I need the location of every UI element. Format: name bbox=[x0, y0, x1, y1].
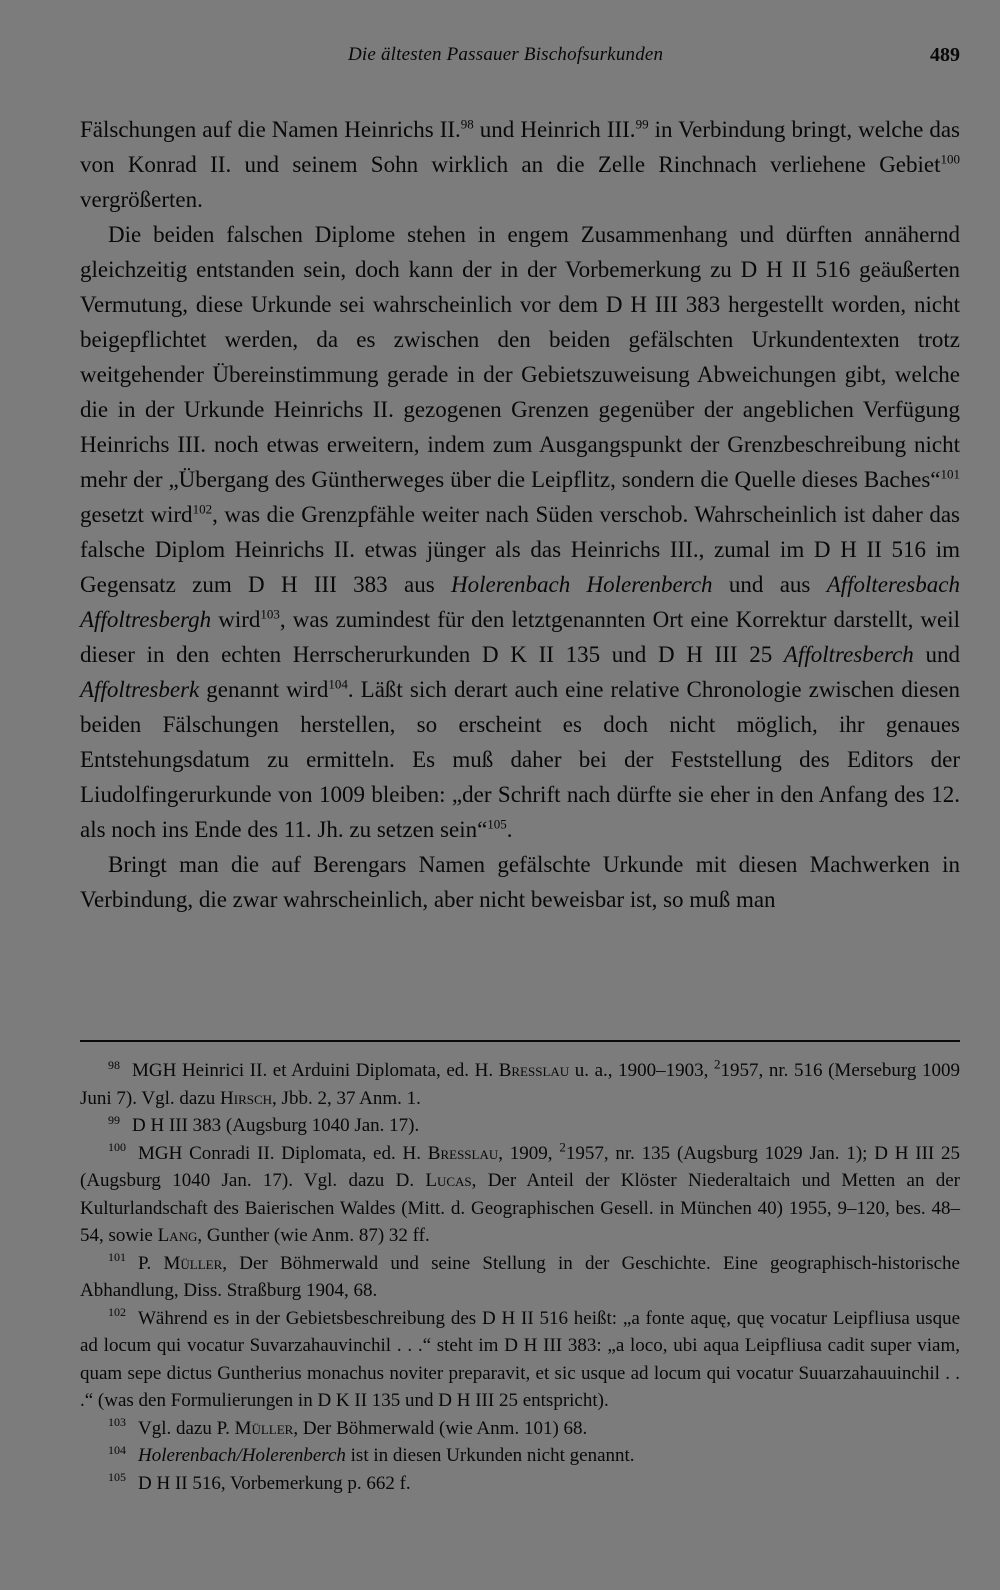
text-run: in Verbindung bringt, welche das von Konrad II. und seinem Sohn wirklich an die Zelle Rinchnach verliehene Gebiet bbox=[80, 117, 960, 177]
footnote-ref-103[interactable]: 103 bbox=[260, 606, 280, 622]
footnote-ref-101[interactable]: 101 bbox=[940, 466, 960, 482]
paragraph-3 bbox=[80, 847, 960, 917]
paragraph-2 bbox=[80, 217, 960, 847]
text-run: , was die Grenzpfähle weiter nach Süden verschob. Wahrscheinlich ist daher das falsche Diplom Heinrichs II. etwas jünger als das Heinrichs III., zumal im D H II 516 im Gegensatz zum D H III 383 aus bbox=[80, 502, 960, 597]
text-run: ist in diesen Urkunden nicht genannt. bbox=[345, 1445, 635, 1466]
footnote-number: 101 bbox=[108, 1250, 126, 1265]
text-run: Fälschungen auf die Namen Heinrichs II. bbox=[80, 117, 461, 142]
footnote-ref-98[interactable]: 98 bbox=[460, 116, 474, 132]
text-run: u. a., 1900–1903, bbox=[569, 1060, 715, 1081]
author-name: Bresslau bbox=[427, 1142, 499, 1164]
edition-superscript: 2 bbox=[559, 1139, 566, 1155]
text-run: Die beiden falschen Diplome stehen in engem Zusammenhang und dürften annähernd gleichzeitig entstanden sein, doch kann der in der Vorbemerkung zu D H II 516 geäußerten Vermutung, diese Urkunde sei wahrscheinlich vor dem D H III 383 hergestellt worden, nicht beigepflichtet werden, da es zwischen den beiden gefälschten Urkundentexten trotz weitgehender Übereinstimmung gerade in der Gebietszuweisung Abweichungen gibt, welche die in der Urkunde Heinrichs II. gezogenen Grenzen gegenüber der angeblichen Verfügung Heinrichs III. noch etwas erweitern, indem zum Ausgangspunkt der Grenzbeschreibung nicht mehr der „Übergang des Güntherweges über die Leipflitz, sondern die Quelle dieses Baches“ bbox=[80, 222, 960, 492]
footnote-divider bbox=[80, 1040, 960, 1042]
text-run: , Gunther (wie Anm. 87) 32 ff. bbox=[197, 1225, 430, 1246]
footnote-number: 100 bbox=[108, 1140, 126, 1155]
text-run: und bbox=[913, 642, 960, 667]
author-name: Müller bbox=[163, 1252, 223, 1274]
footnote-ref-100[interactable]: 100 bbox=[940, 151, 960, 167]
text-run: , Der Böhmerwald und seine Stellung in der Geschichte. Eine geographisch-historische Abhandlung, Diss. Straßburg 1904, 68. bbox=[80, 1252, 960, 1301]
author-name: Lang bbox=[157, 1225, 198, 1246]
place-name-italic: Affoltresberk bbox=[80, 677, 200, 702]
place-name-italic: Affolteresbach Affoltresbergh bbox=[80, 572, 960, 632]
footnote-ref-105[interactable]: 105 bbox=[487, 816, 507, 832]
running-head bbox=[80, 44, 960, 74]
text-run: , 1909, bbox=[498, 1142, 560, 1164]
text-run: Während es in der Gebietsbeschreibung des D H II 516 heißt: „a fonte aquę, quę vocatur Leipfliusa usque ad locum qui vocatur Suvarzahauvinchil . . .“ steht im D H III 383: „a loco, ubi aqua Leipfliusa cadit super viam, quam sepe dictus Guntherius monachus noviter preparavit, et sic usque ad locum qui vocatur Suuarzahauuinchil . . .“ (was den Formulierungen in D K II 135 und D H III 25 entspricht). bbox=[80, 1307, 960, 1411]
text-run: 1957, nr. 516 (Merseburg 1009 Juni 7). Vgl. dazu bbox=[80, 1060, 960, 1109]
text-run: 1957, nr. 135 (Augsburg 1029 Jan. 1); D H III 25 (Augsburg 1040 Jan. 17). Vgl. dazu D. bbox=[80, 1142, 961, 1191]
footnote-number: 105 bbox=[108, 1470, 126, 1485]
text-run: , was zumindest für den letztgenannten Ort eine Korrektur darstellt, weil dieser in den echten Herrscherurkunden D K II 135 und D H III 25 bbox=[80, 607, 960, 667]
text-run: D H III 383 (Augsburg 1040 Jan. 17). bbox=[132, 1115, 420, 1136]
footnote-99 bbox=[80, 1112, 960, 1140]
paragraph-1 bbox=[80, 112, 960, 217]
author-name: Lucas bbox=[425, 1170, 472, 1191]
place-name-italic: Holerenbach/Holerenberch bbox=[138, 1445, 346, 1466]
text-run: P. bbox=[138, 1252, 164, 1274]
footnote-100 bbox=[80, 1140, 960, 1250]
footnote-ref-99[interactable]: 99 bbox=[635, 116, 649, 132]
text-run: , Der Anteil der Klöster Niederaltaich und Metten an der Kulturlandschaft des Baierischen Waldes (Mitt. d. Geographischen Gesell. in München 40) 1955, 9–120, bes. 48–54, sowie bbox=[80, 1170, 960, 1246]
place-name-italic: Holerenbach Holerenberch bbox=[450, 572, 713, 597]
text-run: MGH Conradi II. Diplomata, ed. H. bbox=[138, 1142, 428, 1164]
text-run: Vgl. dazu P. bbox=[138, 1417, 235, 1439]
text-run: genannt wird bbox=[199, 677, 329, 702]
text-run: , Der Böhmerwald (wie Anm. 101) 68. bbox=[293, 1417, 588, 1439]
footnote-number: 102 bbox=[108, 1305, 126, 1320]
footnote-number: 98 bbox=[108, 1057, 120, 1072]
footnote-number: 104 bbox=[108, 1442, 126, 1457]
footnote-ref-102[interactable]: 102 bbox=[192, 501, 213, 517]
edition-superscript: 2 bbox=[714, 1056, 721, 1072]
author-name: Bresslau bbox=[498, 1060, 570, 1081]
footnote-101 bbox=[80, 1250, 960, 1305]
text-run: gesetzt wird bbox=[80, 502, 193, 527]
footnote-ref-104[interactable]: 104 bbox=[328, 676, 348, 692]
text-run: wird bbox=[211, 607, 261, 632]
text-run: . bbox=[506, 817, 513, 842]
footnote-104 bbox=[80, 1442, 960, 1470]
text-run: MGH Heinrici II. et Arduini Diplomata, ed. H. bbox=[132, 1060, 499, 1081]
text-run: und aus bbox=[712, 572, 827, 597]
footnotes bbox=[80, 1057, 960, 1497]
footnote-103 bbox=[80, 1415, 960, 1443]
text-run: , Jbb. 2, 37 Anm. 1. bbox=[272, 1087, 421, 1109]
footnote-number: 99 bbox=[108, 1112, 120, 1127]
footnote-98 bbox=[80, 1057, 960, 1112]
body-text bbox=[80, 112, 960, 917]
footnote-102 bbox=[80, 1305, 960, 1415]
text-run: und Heinrich III. bbox=[473, 117, 636, 142]
author-name: Müller bbox=[234, 1417, 294, 1439]
place-name-italic: Affoltresberch bbox=[783, 642, 914, 667]
author-name: Hirsch bbox=[220, 1087, 273, 1109]
running-title: Die ältesten Passauer Bischofsurkunden bbox=[348, 44, 664, 65]
footnote-105 bbox=[80, 1470, 960, 1498]
text-run: . Läßt sich derart auch eine relative Chronologie zwischen diesen beiden Fälschungen herstellen, so erscheint es doch nicht möglich, ihr genaues Entstehungsdatum zu ermitteln. Es muß daher bei der Feststellung des Editors der Liudolfingerurkunde von 1009 bleiben: „der Schrift nach dürfte sie eher in den Anfang des 12. als noch ins Ende des 11. Jh. zu setzen sein“ bbox=[80, 677, 961, 842]
page-number: 489 bbox=[930, 44, 960, 66]
footnote-number: 103 bbox=[108, 1415, 126, 1430]
text-run: D H II 516, Vorbemerkung p. 662 f. bbox=[138, 1472, 411, 1494]
text-run: Bringt man die auf Berengars Namen gefälschte Urkunde mit diesen Machwerken in Verbindung, die zwar wahrscheinlich, aber nicht beweisbar ist, so muß man bbox=[80, 852, 960, 912]
text-run: vergrößerten. bbox=[80, 187, 203, 212]
